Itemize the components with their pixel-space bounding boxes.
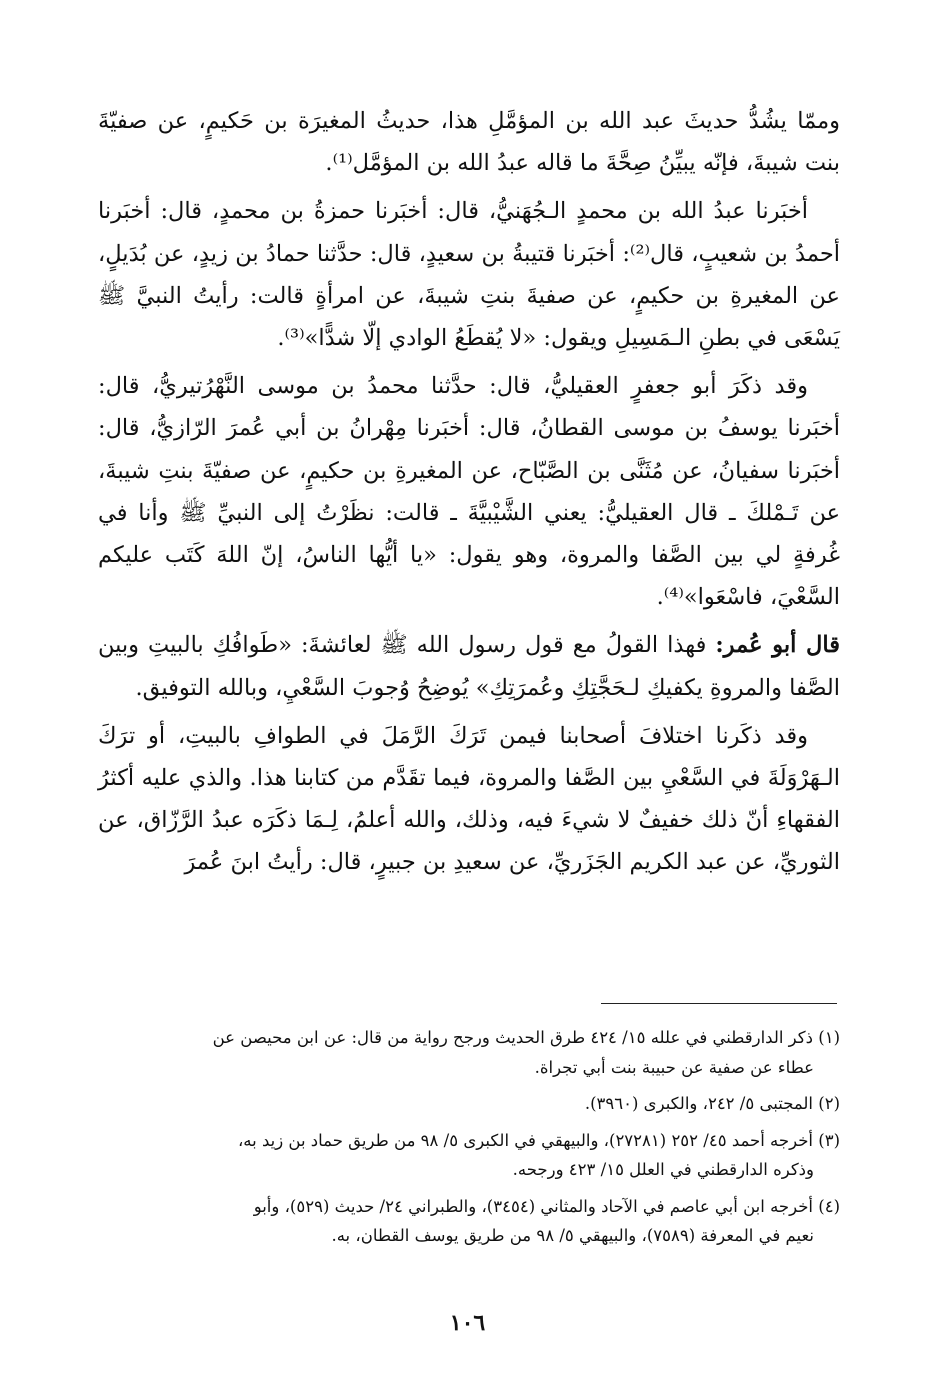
footnote-number: (١) <box>818 1028 840 1047</box>
page-body <box>98 100 840 890</box>
footnote-number: (٣) <box>818 1130 840 1150</box>
paragraph-4-text: فهذا القولُ مع قول رسول الله ﷺ لعائشةَ: «طَوافُكِ بالبيتِ وبين الصَّفا والمروةِ يكفيكِ لـحَجَّتِكِ وعُمرَتِكِ» يُوضِحُ وُجوبَ السَّعْيِ، وبالله التوفيق. <box>98 632 840 701</box>
paragraph-2: أخبَرنا عبدُ الله بن محمدٍ الـجُهَنيُّ، قال: أخبَرنا حمزةُ بن محمدٍ، قال: أخبَرنا أحمدُ بن شعيبٍ، قال⁽²⁾: أخبَرنا قتيبةُ بن سعيدٍ، قال: حدَّثنا حمادُ بن زيدٍ، عن بُدَيلٍ، عن المغيرةِ بن حكيمٍ، عن صفيةَ بنتِ شيبةَ، عن امرأةٍ قالت: رأيتُ النبيَّ ﷺ يَسْعَى في بطنِ الـمَسِيلِ ويقول: «لا يُقطَعُ الوادي إلّا شدًّا»⁽³⁾. <box>98 198 840 352</box>
paragraph-3: وقد ذكَرَ أبو جعفرٍ العقيليُّ، قال: حدَّثنا محمدُ بن موسى النَّهْرُتيريُّ، قال: أخبَرنا يوسفُ بن موسى القطانُ، قال: أخبَرنا مِهْرانُ بن أبي عُمرَ الرّازيُّ، قال: أخبَرنا سفيانُ، عن مُثَنَّى بن الصَّبّاح، عن المغيرةِ بن حكيمٍ، عن صفيّةَ بنتِ شيبةَ، عن تَـمْلكَ ـ قال العقيليُّ: يعني الشَّيْبيَّةَ ـ قالت: نظَرْتُ إلى النبيِّ ﷺ وأنا في غُرفةٍ لي بين الصَّفا والمروة، وهو يقول: «يا أيُّها الناسُ، إنّ اللهَ كَتَب عليكم السَّعْيَ، فاسْعَوا»⁽⁴⁾. <box>98 373 840 611</box>
page-number: ١٠٦ <box>449 1310 486 1336</box>
footnote-text-continued: نعيم في المعرفة (٧٥٨٩)، والبيهقي ٥/ ٩٨ من طريق يوسف القطان، به. <box>331 1226 814 1245</box>
paragraph-4 <box>98 624 840 708</box>
footnote-4 <box>98 1192 840 1251</box>
footnote-number: (٢) <box>818 1094 840 1113</box>
speaker-label: قال أبو عُمر: <box>715 632 840 659</box>
footnote-2 <box>98 1089 840 1119</box>
footnote-divider <box>601 1003 837 1004</box>
footnote-text-continued: وذكره الدارقطني في العلل ١٥/ ٤٢٣ ورجحه. <box>512 1160 814 1179</box>
paragraph-1: وممّا يشُدُّ حديثَ عبد الله بن المؤمَّلِ هذا، حديثُ المغيرَة بن حَكيمٍ، عن صفيّةَ بنت شيبةَ، فإنّه يبيِّنُ صِحَّةَ ما قاله عبدُ الله بن المؤمَّل⁽¹⁾. <box>98 108 840 177</box>
paragraph-5: وقد ذكَرنا اختلافَ أصحابنا فيمن تَرَكَ الرَّمَلَ في الطوافِ بالبيتِ، أو ترَكَ الـهَرْوَلَةَ في السَّعْيِ بين الصَّفا والمروة، فيما تقَدَّم من كتابنا هذا. والذي عليه أكثرُ الفقهاءِ أنّ ذلك خفيفٌ لا شيءَ فيه، وذلك، والله أعلمُ، لِـمَا ذكَرَه عبدُ الرَّزّاق، عن الثوريِّ، عن عبد الكريم الجَزَريِّ، عن سعيدِ بن جبيرٍ، قال: رأيتُ ابنَ عُمرَ <box>98 722 840 876</box>
footnote-text: المجتبى ٥/ ٢٤٢، والكبرى (٣٩٦٠). <box>584 1094 813 1113</box>
footnote-text: أخرجه أحمد ٤٥/ ٢٥٢ (٢٧٢٨١)، والبيهقي في الكبرى ٥/ ٩٨ من طريق حماد بن زيد به، <box>237 1130 813 1150</box>
footnote-1 <box>98 1023 840 1082</box>
footnote-text: ذكر الدارقطني في علله ١٥/ ٤٢٤ طرق الحديث ورجح رواية من قال: عن ابن محيصن عن <box>212 1028 813 1047</box>
footnote-text-continued: عطاء عن صفية عن حبيبة بنت أبي تجراة. <box>534 1057 814 1077</box>
footnote-text: أخرجه ابن أبي عاصم في الآحاد والمثاني (٣٤٥٤)، والطبراني ٢٤/ حديث (٥٢٩)، وأبو <box>253 1196 813 1216</box>
main-text <box>98 100 840 884</box>
footnote-3 <box>98 1126 840 1185</box>
footnotes <box>98 1023 840 1258</box>
footnote-number: (٤) <box>818 1196 840 1216</box>
